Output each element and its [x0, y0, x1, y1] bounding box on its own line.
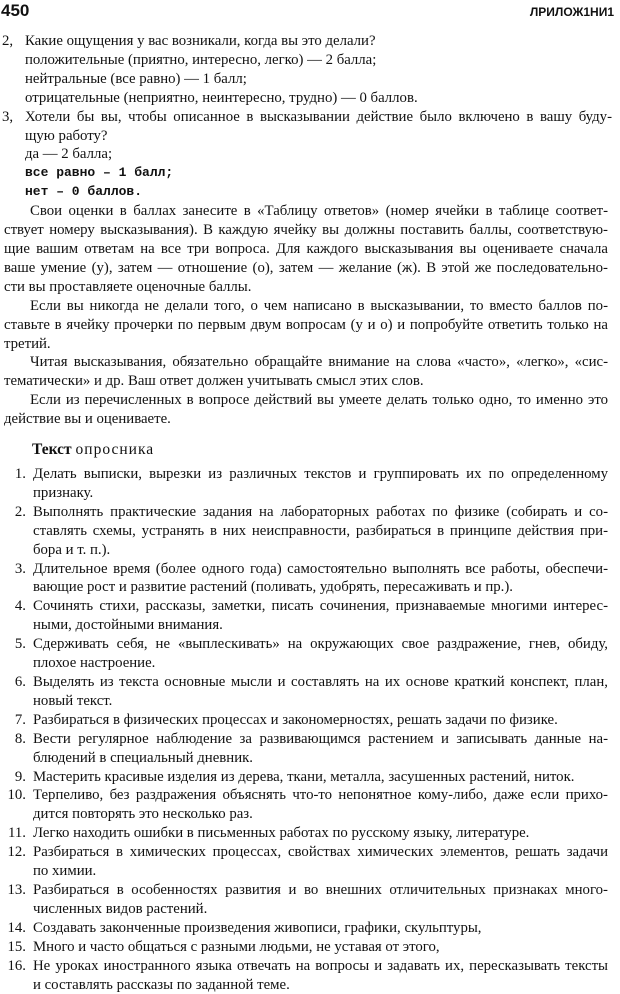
- paragraph-line: третий.: [4, 335, 608, 354]
- question-number: 3,: [2, 108, 13, 127]
- item-number: 11.: [8, 824, 26, 843]
- list-item: [0, 919, 608, 938]
- item-line: по химии.: [33, 862, 608, 881]
- item-line: вающие рост и развитие растений (поливать, удобрять, пересаживать и пр.).: [33, 578, 608, 597]
- list-item: [0, 465, 608, 503]
- paragraph-line: ваше умение (у), затем — отношение (о), затем — желание (ж). В этой же последовательно-: [4, 259, 608, 278]
- list-item: [0, 673, 608, 711]
- item-line: Сдерживать себя, не «выплескивать» на окружающих свое раздражение, гнев, обиду,: [33, 635, 608, 654]
- section-heading-rest: опросника: [76, 441, 155, 458]
- item-number: 1.: [15, 465, 26, 484]
- item-line: ставлять схемы, устранять в них неисправности, разбираться в принципе действия при-: [33, 522, 608, 541]
- item-line: блюдений в специальный дневник.: [33, 749, 608, 768]
- item-line: ными, достойными внимания.: [33, 616, 608, 635]
- answer-option: положительные (приятно, интересно, легко) — 2 балла;: [25, 51, 612, 70]
- question-block: [0, 108, 612, 203]
- paragraph-line: тематически» и др. Ваш ответ должен учитывать смысл этих слов.: [4, 372, 608, 391]
- paragraph-line: сти вы проставляете оценочные баллы.: [4, 278, 608, 297]
- item-line: Выполнять практические задания на лабораторных работах по физике (собирать и со-: [33, 503, 608, 522]
- item-line: плохое настроение.: [33, 654, 608, 673]
- question-block: [0, 32, 612, 108]
- answer-option: да — 2 балла;: [25, 145, 612, 164]
- item-line: Делать выписки, вырезки из различных текстов и группировать их по определенному: [33, 465, 608, 484]
- item-number: 3.: [15, 560, 26, 579]
- question-number: 2,: [2, 32, 13, 51]
- paragraph-line: действие вы и оцениваете.: [4, 410, 608, 429]
- list-item: [0, 938, 608, 957]
- item-line: признаку.: [33, 484, 608, 503]
- item-line: численных видов растений.: [33, 900, 608, 919]
- paragraph-line: Читая высказывания, обязательно обращайте внимание на слова «часто», «легко», «сис-: [4, 353, 608, 372]
- list-item: [0, 957, 608, 994]
- paragraph: [0, 297, 608, 354]
- item-line: Вести регулярное наблюдение за развивающимся растением и записывать данные на-: [33, 730, 608, 749]
- list-item: [0, 503, 608, 560]
- item-number: 5.: [15, 635, 26, 654]
- item-line: Длительное время (более одного года) самостоятельно выполнять все работы, обеспечи-: [33, 560, 608, 579]
- answer-option: нет – 0 баллов.: [25, 183, 612, 202]
- item-line: бора и т. п.).: [33, 541, 608, 560]
- paragraph-line: Если из перечисленных в вопросе действий вы умеете делать только одно, то именно это: [4, 391, 608, 410]
- item-number: 2.: [15, 503, 26, 522]
- item-number: 9.: [15, 768, 26, 787]
- item-number: 13.: [8, 881, 27, 900]
- item-line: Легко находить ошибки в письменных работах по русскому языку, литературе.: [33, 824, 608, 843]
- list-item: [0, 824, 608, 843]
- list-item: [0, 843, 608, 881]
- item-number: 7.: [15, 711, 26, 730]
- list-item: [0, 560, 608, 598]
- paragraph-line: ставьте в ячейку прочерки по первым двум вопросам (у и о) и попробуйте ответить только на: [4, 316, 608, 335]
- running-title: ЛРИЛОЖ1НИ1: [530, 5, 614, 19]
- section-heading: [32, 441, 620, 459]
- item-number: 6.: [15, 673, 26, 692]
- question-line: щую работу?: [25, 127, 612, 146]
- item-line: Выделять из текста основные мысли и составлять на их основе краткий конспект, план,: [33, 673, 608, 692]
- item-line: и составлять рассказы по заданной теме.: [33, 976, 608, 994]
- page-header: [0, 0, 620, 24]
- list-item: [0, 711, 608, 730]
- item-number: 16.: [8, 957, 27, 976]
- paragraph: [0, 391, 608, 429]
- item-line: Разбираться в особенностях развития и во внешних отличительных признаках много-: [33, 881, 608, 900]
- paragraph-line: ствует номеру высказывания). В каждую ячейку вы должны поставить баллы, соответствую-: [4, 221, 608, 240]
- answer-option: отрицательные (неприятно, неинтересно, трудно) — 0 баллов.: [25, 89, 612, 108]
- item-line: Разбираться в физических процессах и закономерностях, решать задачи по физике.: [33, 711, 608, 730]
- item-line: дится повторять это несколько раз.: [33, 805, 608, 824]
- item-line: Не уроках иностранного языка отвечать на вопросы и задавать их, пересказывать тексты: [33, 957, 608, 976]
- question-line: Хотели бы вы, чтобы описанное в высказывании действие было включено в вашу буду-: [25, 108, 612, 127]
- list-item: [0, 881, 608, 919]
- item-line: новый текст.: [33, 692, 608, 711]
- item-line: Мастерить красивые изделия из дерева, ткани, металла, засушенных растений, ниток.: [33, 768, 608, 787]
- list-item: [0, 597, 608, 635]
- answer-option: нейтральные (все равно) — 1 балл;: [25, 70, 612, 89]
- item-number: 8.: [15, 730, 26, 749]
- list-item: [0, 786, 608, 824]
- item-line: Создавать законченные произведения живописи, графики, скульптуры,: [33, 919, 608, 938]
- list-item: [0, 730, 608, 768]
- item-line: Много и часто общаться с разными людьми, не уставая от этого,: [33, 938, 608, 957]
- item-number: 4.: [15, 597, 26, 616]
- item-number: 10.: [8, 786, 27, 805]
- section-heading-bold: Текст: [32, 441, 72, 458]
- paragraph-line: Если вы никогда не делали того, о чем написано в высказывании, то вместо баллов по-: [4, 297, 608, 316]
- paragraph-line: Свои оценки в баллах занесите в «Таблицу ответов» (номер ячейки в таблице соответ-: [4, 202, 608, 221]
- answer-option: все равно – 1 балл;: [25, 164, 612, 183]
- item-line: Терпеливо, без раздражения объяснять что-то непонятное кому-либо, даже если прихо-: [33, 786, 608, 805]
- list-item: [0, 635, 608, 673]
- item-number: 12.: [8, 843, 27, 862]
- item-line: Разбираться в химических процессах, свойствах химических элементов, решать задачи: [33, 843, 608, 862]
- item-number: 15.: [8, 938, 27, 957]
- page-body: [0, 32, 620, 994]
- list-item: [0, 768, 608, 787]
- question-line: Какие ощущения у вас возникали, когда вы это делали?: [25, 32, 612, 51]
- item-number: 14.: [8, 919, 27, 938]
- item-line: Сочинять стихи, рассказы, заметки, писать сочинения, признаваемые многими интерес-: [33, 597, 608, 616]
- paragraph: [0, 202, 608, 297]
- page-number: 450: [1, 1, 29, 21]
- paragraph: [0, 353, 608, 391]
- paragraph-line: щие вашим ответам на все три вопроса. Для каждого высказывания вы оцениваете сначала: [4, 240, 608, 259]
